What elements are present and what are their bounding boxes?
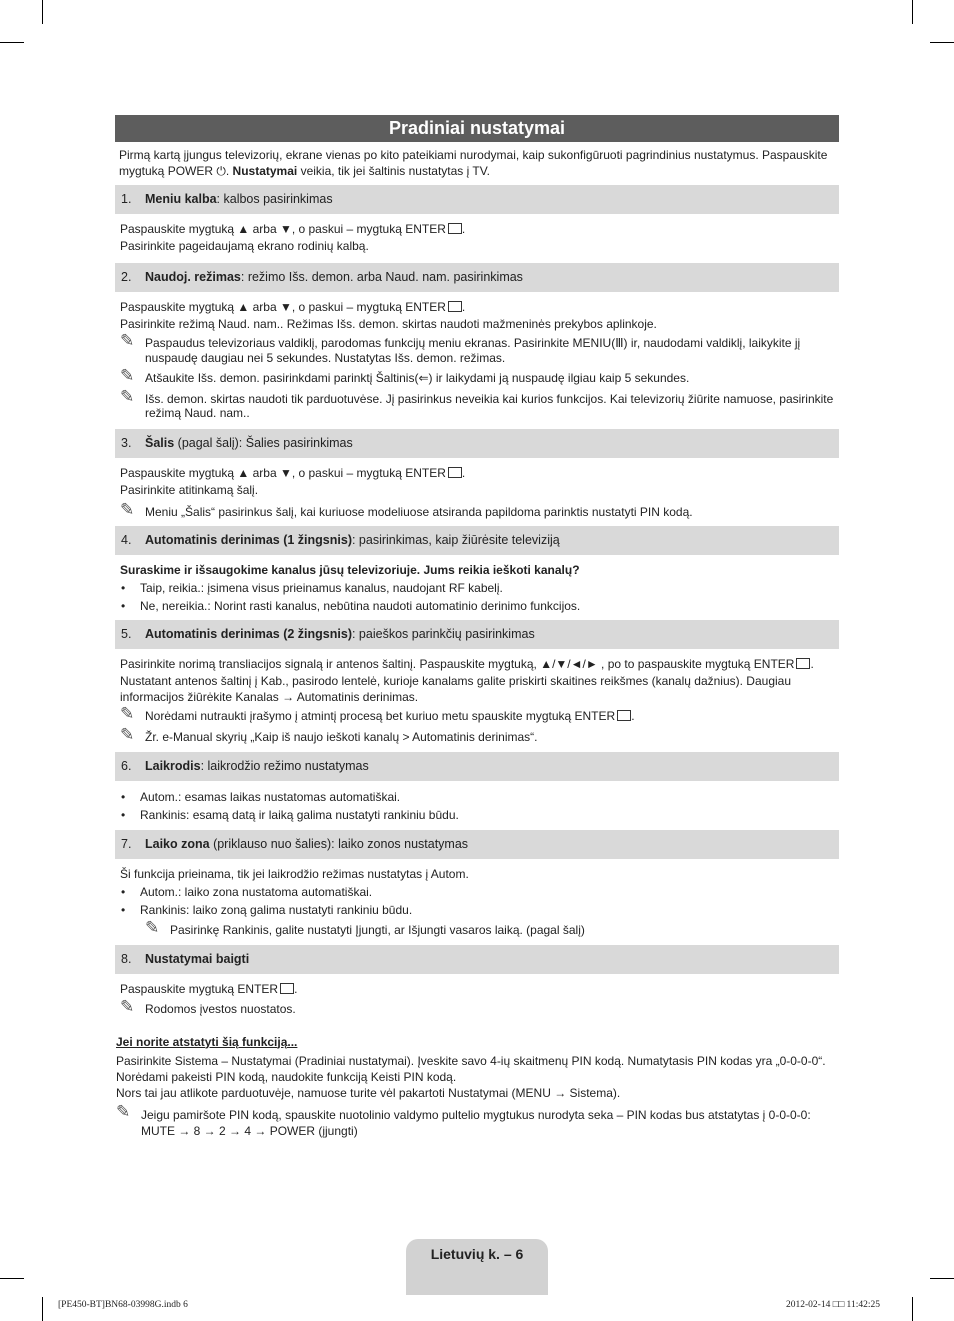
step-title: Automatinis derinimas (1 žingsnis) bbox=[145, 533, 352, 547]
print-date: 2012-02-14 □□ 11:42:25 bbox=[786, 1300, 880, 1310]
step-text: Pasirinkite norimą transliacijos signalą ir antenos šaltinį. Paspauskite mygtuką, ▲/▼/◄/► , po to paspauskite mygtuką ENTER bbox=[120, 657, 795, 671]
intro-line2a: mygtuką bbox=[119, 164, 168, 178]
note bbox=[115, 997, 839, 1017]
step-title: Automatinis derinimas (2 žingsnis) bbox=[145, 627, 352, 641]
step-title: Naudoj. režimas bbox=[145, 270, 241, 284]
step-subtitle: : kalbos pasirinkimas bbox=[216, 192, 333, 206]
step-subtitle: : paieškos parinkčių pasirinkimas bbox=[351, 627, 535, 641]
step-number: 3. bbox=[121, 435, 132, 450]
note bbox=[115, 724, 839, 745]
note bbox=[115, 331, 839, 365]
reset-text: Nors tai jau atlikote parduotuvėje, namuose turite vėl pakartoti Nustatymai (MENU → Sistema). bbox=[116, 1085, 621, 1100]
step-header-6 bbox=[115, 752, 839, 781]
note-text: Išs. demon. skirtas naudoti tik parduotuvėse. Jį pasirinkus neveikia kai kurios funkcijos. Kai televizorių žiūrite namuose, pasirinkite režimą Naud. nam.. bbox=[145, 391, 834, 420]
step-number: 2. bbox=[121, 270, 132, 284]
crop-mark bbox=[0, 42, 24, 43]
note-text: Norėdami nutraukti įrašymo į atmintį procesą bet kuriuo metu spauskite mygtuką ENTER bbox=[145, 709, 616, 723]
pencil-icon: ✎ bbox=[120, 704, 135, 723]
intro-line1: Pirmą kartą įjungus televizorių, ekrane vienas po kito pateikiami nurodymai, kaip sukonfigūruoti pagrindinius nustatymus. Paspauskite bbox=[119, 148, 828, 162]
note bbox=[115, 918, 839, 937]
note bbox=[115, 499, 839, 520]
step-7-body bbox=[115, 866, 839, 919]
print-file-name: [PE450-BT]BN68-03998G.indb 6 bbox=[58, 1300, 188, 1310]
step-2-body: Paspauskite mygtuką ▲ arba ▼, o paskui – mygtuką ENTER . Pasirinkite režimą Naud. nam.. Režimas Išs. demon. skirtas naudoti mažmeninės prekybos aplinkoje. bbox=[115, 299, 839, 333]
step-text: Paspauskite mygtuką ENTER bbox=[120, 982, 279, 996]
crop-mark bbox=[42, 0, 43, 24]
step-header-4 bbox=[115, 526, 839, 555]
step-title: Laikrodis bbox=[145, 759, 201, 773]
note bbox=[115, 386, 839, 421]
step-header-1 bbox=[115, 185, 839, 214]
enter-icon bbox=[280, 983, 294, 994]
step-subtitle: (pagal šalį): Šalies pasirinkimas bbox=[174, 435, 353, 450]
step-question: Suraskime ir išsaugokime kanalus jūsų televizoriuje. Jums reikia ieškoti kanalų? bbox=[120, 563, 580, 577]
note-text: Žr. e-Manual skyrių „Kaip iš naujo ieškoti kanalų > Automatinis derinimas“. bbox=[145, 729, 538, 744]
crop-mark bbox=[912, 0, 913, 24]
step-text: Nustatant antenos šaltinį į Kab., pasirodo lentelė, kurioje kanalams galite priskirti skaitines reikšmes (kanalų dažnius). Daugiau informacijos žiūrėkite Kanalas → Automatinis derinimas. bbox=[120, 674, 792, 704]
step-subtitle: (priklauso nuo šalies): laiko zonos nustatymas bbox=[209, 837, 469, 851]
step-6-body bbox=[115, 788, 839, 824]
note-text: Meniu „Šalis“ pasirinkus šalį, kai kuriuose modeliuose atsiranda papildoma parinktis nustatyti PIN kodą. bbox=[145, 504, 693, 519]
step-8-body: Paspauskite mygtuką ENTER . bbox=[120, 982, 298, 996]
step-text: Paspauskite mygtuką ▲ arba ▼, o paskui – mygtuką ENTER bbox=[120, 300, 446, 314]
crop-mark bbox=[930, 42, 954, 43]
step-5-body: Pasirinkite norimą transliacijos signalą ir antenos šaltinį. Paspauskite mygtuką, ▲/▼/◄/► , po to paspauskite mygtuką ENTER . Nustatant antenos šaltinį į Kab., pasirodo lentelė, kurioje kanalams galite priskirti skaitines reikšmes (kanalų dažnius). Daugiau informacijos žiūrėkite Kanalas → Automatinis derinimas. bbox=[115, 656, 839, 705]
note bbox=[115, 366, 839, 386]
pencil-icon: ✎ bbox=[120, 331, 135, 350]
intro-line2c: veikia, tik jei šaltinis nustatytas į TV. bbox=[297, 164, 490, 178]
step-number: 8. bbox=[121, 952, 132, 966]
step-text: Paspauskite mygtuką ▲ arba ▼, o paskui – mygtuką ENTER bbox=[120, 222, 446, 236]
step-3-body: Paspauskite mygtuką ▲ arba ▼, o paskui – mygtuką ENTER . Pasirinkite atitinkamą šalį. bbox=[115, 465, 839, 499]
step-text: Pasirinkite atitinkamą šalį. bbox=[120, 482, 259, 497]
enter-icon bbox=[448, 223, 462, 234]
list-item: • Autom.: esamas laikas nustatomas automatiškai. bbox=[115, 788, 839, 806]
note-text: Pasirinkę Rankinis, galite nustatyti Įjungti, ar Išjungti vasaros laiką. (pagal šalį) bbox=[170, 923, 585, 937]
page-title: Pradiniai nustatymai bbox=[115, 115, 839, 142]
step-title: Meniu kalba bbox=[145, 192, 217, 206]
power-icon: ⏻ bbox=[216, 164, 226, 178]
step-1-body: Paspauskite mygtuką ▲ arba ▼, o paskui – mygtuką ENTER . Pasirinkite pageidaujamą ekrano rodinių kalbą. bbox=[115, 221, 839, 255]
step-subtitle: : laikrodžio režimo nustatymas bbox=[200, 759, 369, 773]
enter-icon bbox=[448, 467, 462, 478]
reset-text: Pasirinkite Sistema – Nustatymai (Pradiniai nustatymai). Įveskite savo 4-ių skaitmenų PIN kodą. Numatytasis PIN kodas yra „0-0-0-0“. Norėdami pakeisti PIN kodą, naudokite funkciją Keisti PIN kodą. bbox=[116, 1053, 826, 1084]
intro-bold: Nustatymai bbox=[232, 164, 298, 178]
pencil-icon: ✎ bbox=[120, 499, 135, 519]
step-number: 4. bbox=[121, 533, 132, 547]
step-header-7 bbox=[115, 830, 839, 859]
pencil-icon: ✎ bbox=[120, 386, 135, 406]
intro-text bbox=[115, 147, 839, 179]
enter-icon bbox=[448, 301, 462, 312]
step-header-8 bbox=[115, 945, 839, 974]
list-item: • Rankinis: esamą datą ir laiką galima nustatyti rankiniu būdu. bbox=[115, 806, 839, 824]
enter-icon bbox=[796, 658, 810, 669]
step-text: Pasirinkite režimą Naud. nam.. Režimas Išs. demon. skirtas naudoti mažmeninės prekybos aplinkoje. bbox=[120, 317, 657, 331]
section-heading: Jei norite atstatyti šią funkciją... bbox=[116, 1034, 298, 1049]
pencil-icon: ✎ bbox=[120, 997, 135, 1016]
pencil-icon: ✎ bbox=[120, 366, 135, 385]
step-title: Laiko zona bbox=[145, 837, 210, 851]
note-text: Paspaudus televizoriaus valdiklį, parodomas funkcijų meniu ekranas. Pasirinkite MENIU(Ⅲ) ir, naudodami valdiklį, laikykite jį nuspaudę daugiau nei 5 sekundes. Nustatytas Išs. demon. režimas. bbox=[145, 336, 801, 365]
step-text: Ši funkcija prieinama, tik jei laikrodžio režimas nustatytas į Autom. bbox=[120, 867, 469, 881]
list-item: • Ne, nereikia.: Norint rasti kanalus, nebūtina naudoti automatinio derinimo funkcijos. bbox=[115, 597, 839, 615]
step-4-body bbox=[115, 562, 839, 615]
step-number: 7. bbox=[121, 837, 132, 851]
note: ✎ Norėdami nutraukti įrašymo į atmintį procesą bet kuriuo metu spauskite mygtuką ENTER . bbox=[120, 704, 635, 723]
note-text: Rodomos įvestos nuostatos. bbox=[145, 1002, 296, 1016]
step-subtitle: : pasirinkimas, kaip žiūrėsite televiziją bbox=[351, 533, 560, 547]
pencil-icon: ✎ bbox=[145, 918, 160, 937]
note bbox=[116, 1101, 839, 1139]
pencil-icon: ✎ bbox=[120, 724, 135, 744]
crop-mark bbox=[42, 1297, 43, 1321]
page-number: Lietuvių k. – 6 bbox=[430, 1246, 524, 1262]
intro-dot: . bbox=[225, 164, 233, 178]
step-number: 5. bbox=[121, 627, 132, 641]
crop-mark bbox=[930, 1278, 954, 1279]
reset-section bbox=[115, 1035, 839, 1139]
pencil-icon: ✎ bbox=[116, 1101, 131, 1121]
step-title: Nustatymai baigti bbox=[145, 952, 250, 966]
step-title: Šalis bbox=[145, 435, 175, 450]
step-number: 1. bbox=[121, 192, 132, 206]
step-header-2 bbox=[115, 263, 839, 292]
step-subtitle: : režimo Išs. demon. arba Naud. nam. pasirinkimas bbox=[240, 270, 523, 284]
note-text: Atšaukite Išs. demon. pasirinkdami parinktį Šaltinis(⇐) ir laikydami ją nuspaudę ilgiau kaip 5 sekundes. bbox=[145, 371, 690, 385]
page-number-tab bbox=[406, 1239, 548, 1295]
note-text: Jeigu pamiršote PIN kodą, spauskite nuotolinio valdymo pultelio mygtukus nurodyta seka – PIN kodas bus atstatytas į 0-0-0-0: MUTE → 8 → 2 → 4 → POWER (įjungti) bbox=[141, 1107, 811, 1138]
step-text: Pasirinkite pageidaujamą ekrano rodinių kalbą. bbox=[120, 239, 369, 253]
list-item: • Rankinis: laiko zoną galima nustatyti rankiniu būdu. bbox=[115, 901, 839, 919]
crop-mark bbox=[912, 1297, 913, 1321]
step-text: Paspauskite mygtuką ▲ arba ▼, o paskui – mygtuką ENTER bbox=[120, 465, 446, 480]
power-label: POWER bbox=[167, 164, 214, 178]
list-item: • Autom.: laiko zona nustatoma automatiškai. bbox=[115, 883, 839, 901]
crop-mark bbox=[0, 1278, 24, 1279]
enter-icon bbox=[617, 710, 631, 721]
manual-page bbox=[115, 115, 839, 1139]
step-header-3 bbox=[115, 429, 839, 458]
step-header-5 bbox=[115, 620, 839, 649]
step-number: 6. bbox=[121, 759, 132, 773]
list-item: • Taip, reikia.: įsimena visus prieinamus kanalus, naudojant RF kabelį. bbox=[115, 579, 839, 597]
